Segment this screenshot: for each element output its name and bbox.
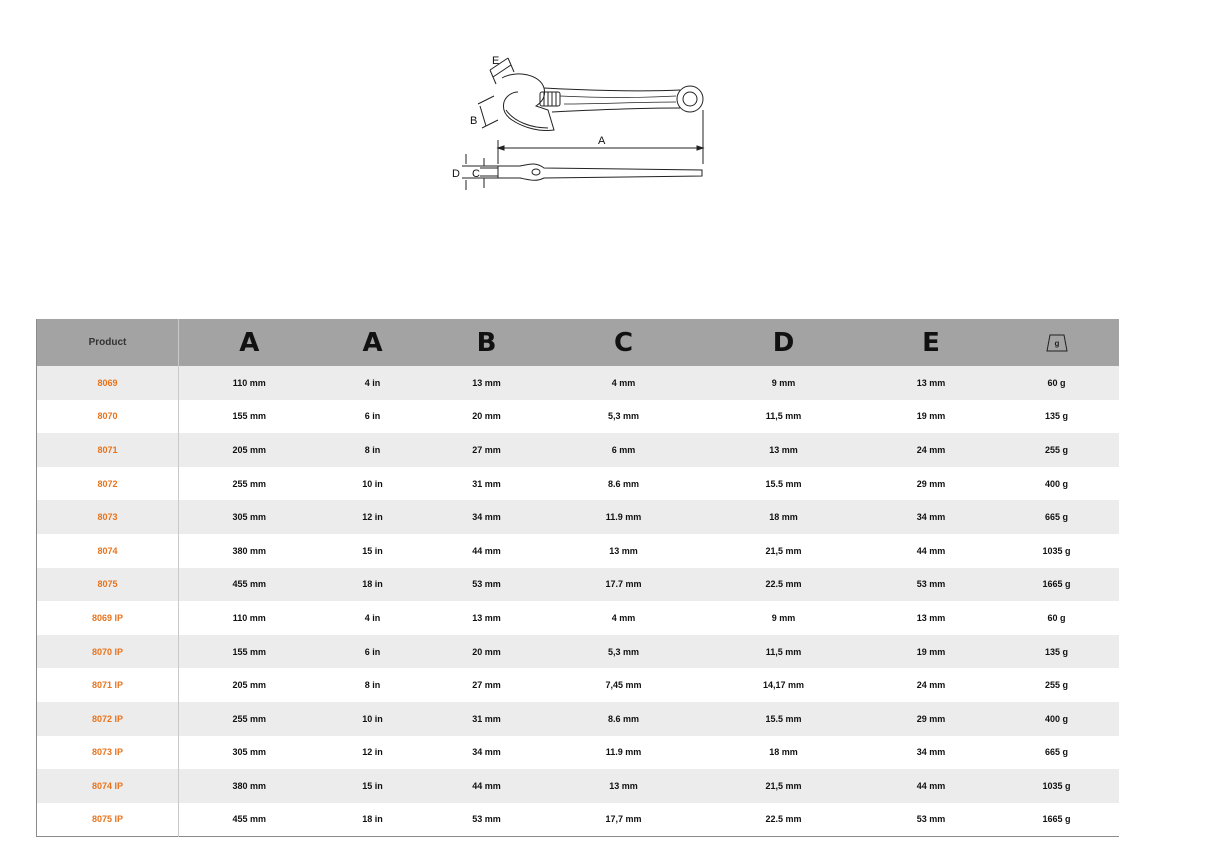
cell-d: 21,5 mm [765, 780, 802, 791]
wrench-drawing [440, 40, 730, 200]
cell-d: 18 mm [769, 747, 798, 758]
table-row [37, 803, 1119, 837]
cell-c: 17,7 mm [605, 814, 642, 825]
cell-product: 8069 IP [37, 601, 179, 635]
cell-b: 27 mm [472, 444, 501, 455]
cell-d: 9 mm [771, 612, 796, 623]
cell-a-in: 8 in [364, 680, 381, 691]
cell-e: 24 mm [916, 680, 946, 691]
wrench-handle-top [544, 88, 680, 91]
cell-b: 44 mm [472, 545, 501, 556]
cell-weight: 1665 g [1042, 579, 1071, 590]
header-c: C [613, 327, 634, 358]
cell-weight: 60 g [1047, 612, 1066, 623]
cell-c: 4 mm [611, 377, 636, 388]
table-row [37, 433, 1119, 467]
cell-d: 21,5 mm [765, 545, 802, 556]
cell-c: 13 mm [609, 545, 638, 556]
cell-d: 15.5 mm [765, 713, 802, 724]
cell-d: 13 mm [769, 444, 798, 455]
table-row [37, 500, 1119, 534]
diagram-label-c: C [472, 168, 480, 180]
table-row [37, 467, 1119, 501]
cell-d: 14,17 mm [762, 680, 805, 691]
wrench-head-outline [502, 74, 554, 131]
cell-e: 19 mm [916, 646, 946, 657]
cell-a-in: 10 in [362, 478, 383, 489]
cell-d: 11,5 mm [765, 646, 802, 657]
table-row [37, 736, 1119, 770]
wrench-end-ring [677, 86, 703, 112]
cell-a-mm: 155 mm [232, 646, 267, 657]
cell-b: 53 mm [472, 579, 501, 590]
cell-c: 8.6 mm [607, 713, 640, 724]
cell-weight: 255 g [1044, 680, 1068, 691]
cell-e: 13 mm [916, 612, 946, 623]
cell-a-mm: 455 mm [232, 814, 267, 825]
cell-weight: 665 g [1044, 747, 1068, 758]
cell-product: 8073 [37, 500, 179, 534]
table-row [37, 601, 1119, 635]
cell-a-mm: 380 mm [232, 545, 267, 556]
cell-b: 20 mm [472, 411, 501, 422]
cell-c: 5,3 mm [607, 411, 640, 422]
table-body [37, 366, 1119, 836]
table-row [37, 635, 1119, 669]
cell-a-in: 4 in [364, 377, 381, 388]
cell-a-mm: 255 mm [232, 478, 267, 489]
cell-weight: 400 g [1044, 478, 1068, 489]
cell-a-mm: 110 mm [232, 612, 266, 623]
diagram-label-e: E [492, 55, 500, 67]
cell-weight: 400 g [1044, 713, 1068, 724]
cell-a-mm: 255 mm [232, 713, 267, 724]
cell-a-in: 12 in [362, 747, 383, 758]
cell-a-in: 10 in [362, 713, 383, 724]
cell-e: 44 mm [916, 545, 946, 556]
cell-product: 8074 IP [37, 769, 179, 803]
cell-b: 44 mm [472, 780, 501, 791]
header-d: D [772, 327, 795, 358]
cell-product: 8075 [37, 568, 179, 602]
wrench-side-view [498, 164, 702, 180]
cell-c: 7,45 mm [605, 680, 642, 691]
cell-weight: 135 g [1044, 646, 1068, 657]
table-row [37, 668, 1119, 702]
header-a-mm: A [239, 327, 260, 358]
cell-a-in: 8 in [364, 444, 381, 455]
cell-e: 53 mm [916, 579, 946, 590]
cell-d: 22.5 mm [765, 579, 802, 590]
cell-a-mm: 205 mm [232, 680, 267, 691]
cell-product: 8071 IP [37, 668, 179, 702]
cell-b: 34 mm [472, 512, 501, 523]
cell-d: 18 mm [769, 512, 798, 523]
cell-c: 5,3 mm [607, 646, 640, 657]
cell-product: 8070 IP [37, 635, 179, 669]
cell-b: 34 mm [472, 747, 501, 758]
cell-c: 6 mm [611, 444, 636, 455]
cell-a-in: 6 in [364, 646, 381, 657]
header-weight [995, 319, 1119, 366]
cell-a-mm: 455 mm [232, 579, 267, 590]
cell-b: 27 mm [472, 680, 501, 691]
table-row [37, 534, 1119, 568]
header-a-in: A [362, 327, 383, 358]
cell-c: 13 mm [609, 780, 638, 791]
cell-b: 53 mm [472, 814, 501, 825]
cell-a-in: 6 in [364, 411, 381, 422]
cell-e: 53 mm [916, 814, 946, 825]
cell-weight: 135 g [1044, 411, 1068, 422]
cell-e: 34 mm [916, 512, 946, 523]
specification-table [36, 319, 1119, 837]
wrench-dimension-diagram [440, 40, 730, 200]
cell-a-in: 18 in [362, 579, 383, 590]
cell-a-in: 15 in [362, 545, 383, 556]
cell-weight: 1665 g [1042, 814, 1071, 825]
cell-e: 44 mm [916, 780, 946, 791]
cell-c: 17.7 mm [605, 579, 642, 590]
cell-a-in: 4 in [364, 612, 381, 623]
cell-c: 8.6 mm [607, 478, 640, 489]
cell-a-mm: 305 mm [232, 512, 267, 523]
cell-product: 8070 [37, 400, 179, 434]
weight-icon-label: g [1054, 338, 1059, 348]
cell-d: 15.5 mm [765, 478, 802, 489]
cell-a-in: 15 in [362, 780, 383, 791]
cell-d: 9 mm [771, 377, 796, 388]
cell-b: 13 mm [472, 612, 501, 623]
cell-e: 34 mm [916, 747, 946, 758]
cell-weight: 60 g [1047, 377, 1066, 388]
cell-product: 8074 [37, 534, 179, 568]
header-row [37, 319, 1119, 366]
cell-c: 4 mm [611, 612, 636, 623]
cell-c: 11.9 mm [605, 512, 642, 523]
cell-a-mm: 305 mm [232, 747, 267, 758]
cell-b: 31 mm [472, 713, 501, 724]
wrench-jaw-outline [506, 110, 548, 128]
table-row [37, 769, 1119, 803]
weight-icon [1046, 333, 1068, 353]
header-product: Product [37, 319, 179, 366]
table-row [37, 366, 1119, 400]
cell-weight: 255 g [1044, 444, 1068, 455]
cell-c: 11.9 mm [605, 747, 642, 758]
cell-a-mm: 110 mm [232, 377, 266, 388]
table-header [37, 319, 1119, 366]
cell-d: 11,5 mm [765, 411, 802, 422]
cell-e: 13 mm [916, 377, 946, 388]
cell-product: 8069 [37, 366, 179, 400]
diagram-label-d: D [452, 168, 460, 180]
cell-product: 8075 IP [37, 803, 179, 837]
table-row [37, 568, 1119, 602]
cell-b: 31 mm [472, 478, 501, 489]
table-row [37, 400, 1119, 434]
header-e: E [922, 327, 940, 358]
cell-e: 29 mm [916, 713, 946, 724]
cell-b: 13 mm [472, 377, 501, 388]
cell-e: 24 mm [916, 444, 946, 455]
cell-weight: 1035 g [1042, 545, 1071, 556]
cell-product: 8072 [37, 467, 179, 501]
cell-weight: 665 g [1044, 512, 1068, 523]
cell-a-mm: 380 mm [232, 780, 267, 791]
cell-b: 20 mm [472, 646, 501, 657]
table-row [37, 702, 1119, 736]
wrench-handle-bottom [552, 108, 680, 112]
cell-e: 19 mm [916, 411, 946, 422]
diagram-label-a: A [598, 135, 606, 147]
cell-product: 8072 IP [37, 702, 179, 736]
diagram-label-b: B [470, 115, 478, 127]
cell-a-in: 18 in [362, 814, 383, 825]
cell-d: 22.5 mm [765, 814, 802, 825]
header-b: B [476, 327, 497, 358]
cell-e: 29 mm [916, 478, 946, 489]
cell-weight: 1035 g [1042, 780, 1071, 791]
cell-product: 8071 [37, 433, 179, 467]
cell-a-mm: 155 mm [232, 411, 267, 422]
cell-a-mm: 205 mm [232, 444, 267, 455]
cell-product: 8073 IP [37, 736, 179, 770]
cell-a-in: 12 in [362, 512, 383, 523]
